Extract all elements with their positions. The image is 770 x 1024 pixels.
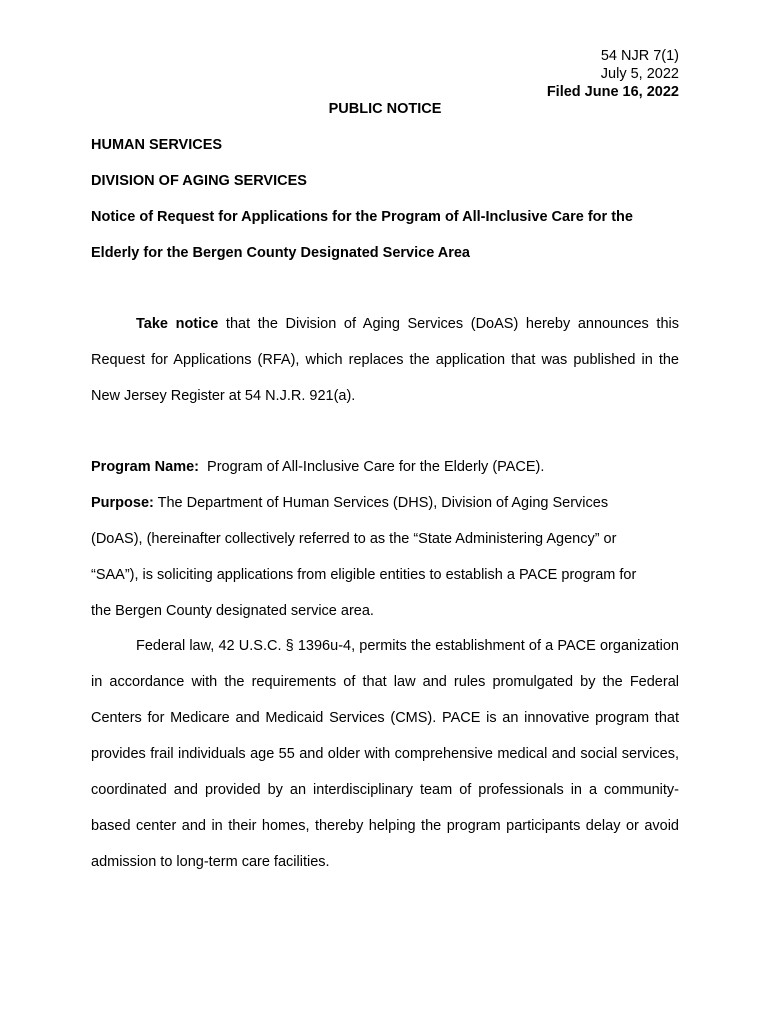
register-header xyxy=(547,47,679,101)
purpose-value: The Department of Human Services (DHS), Division of Aging Services (DoAS), (hereinafter collectively referred to as the “State Administering Agency” or “SAA”), is soliciting applications from eligible entities to establish a PACE program for the Bergen County designated service area. xyxy=(91,495,637,619)
program-name-paragraph xyxy=(91,449,679,485)
purpose-paragraph xyxy=(91,485,651,629)
page-title: PUBLIC NOTICE xyxy=(328,101,442,117)
intro-paragraph xyxy=(91,306,679,414)
program-name-value: Program of All-Inclusive Care for the Elderly (PACE). xyxy=(198,459,545,475)
publication-date: July 5, 2022 xyxy=(600,66,679,82)
department-heading: HUMAN SERVICES xyxy=(91,137,223,153)
notice-heading: Notice of Request for Applications for the Program of All-Inclusive Care for the Elderly for the Bergen County Designated Service Area xyxy=(91,209,633,261)
division-heading: DIVISION OF AGING SERVICES xyxy=(91,173,307,189)
citation: 54 NJR 7(1) xyxy=(600,48,679,64)
program-name-label: Program Name: xyxy=(91,459,199,475)
intro-text: that the Division of Aging Services (DoAS) hereby announces this Request for Applications (RFA), which replaces the application that was published in the New Jersey Register at 54 N.J.R. 921(a). xyxy=(91,316,679,404)
purpose-label: Purpose: xyxy=(91,495,154,511)
filed-date: Filed June 16, 2022 xyxy=(546,84,679,100)
intro-lead: Take notice xyxy=(136,316,219,332)
federal-law-paragraph: Federal law, 42 U.S.C. § 1396u-4, permits the establishment of a PACE organization in accordance with the requirements of that law and rules promulgated by the Federal Centers for Medicare and Medicaid Services (CMS). PACE is an innovative program that provides frail individuals age 55 and older with comprehensive medical and social services, coordinated and provided by an interdisciplinary team of professionals in a community-based center and in their homes, thereby helping the program participants delay or avoid admission to long-term care facilities. xyxy=(91,638,679,870)
